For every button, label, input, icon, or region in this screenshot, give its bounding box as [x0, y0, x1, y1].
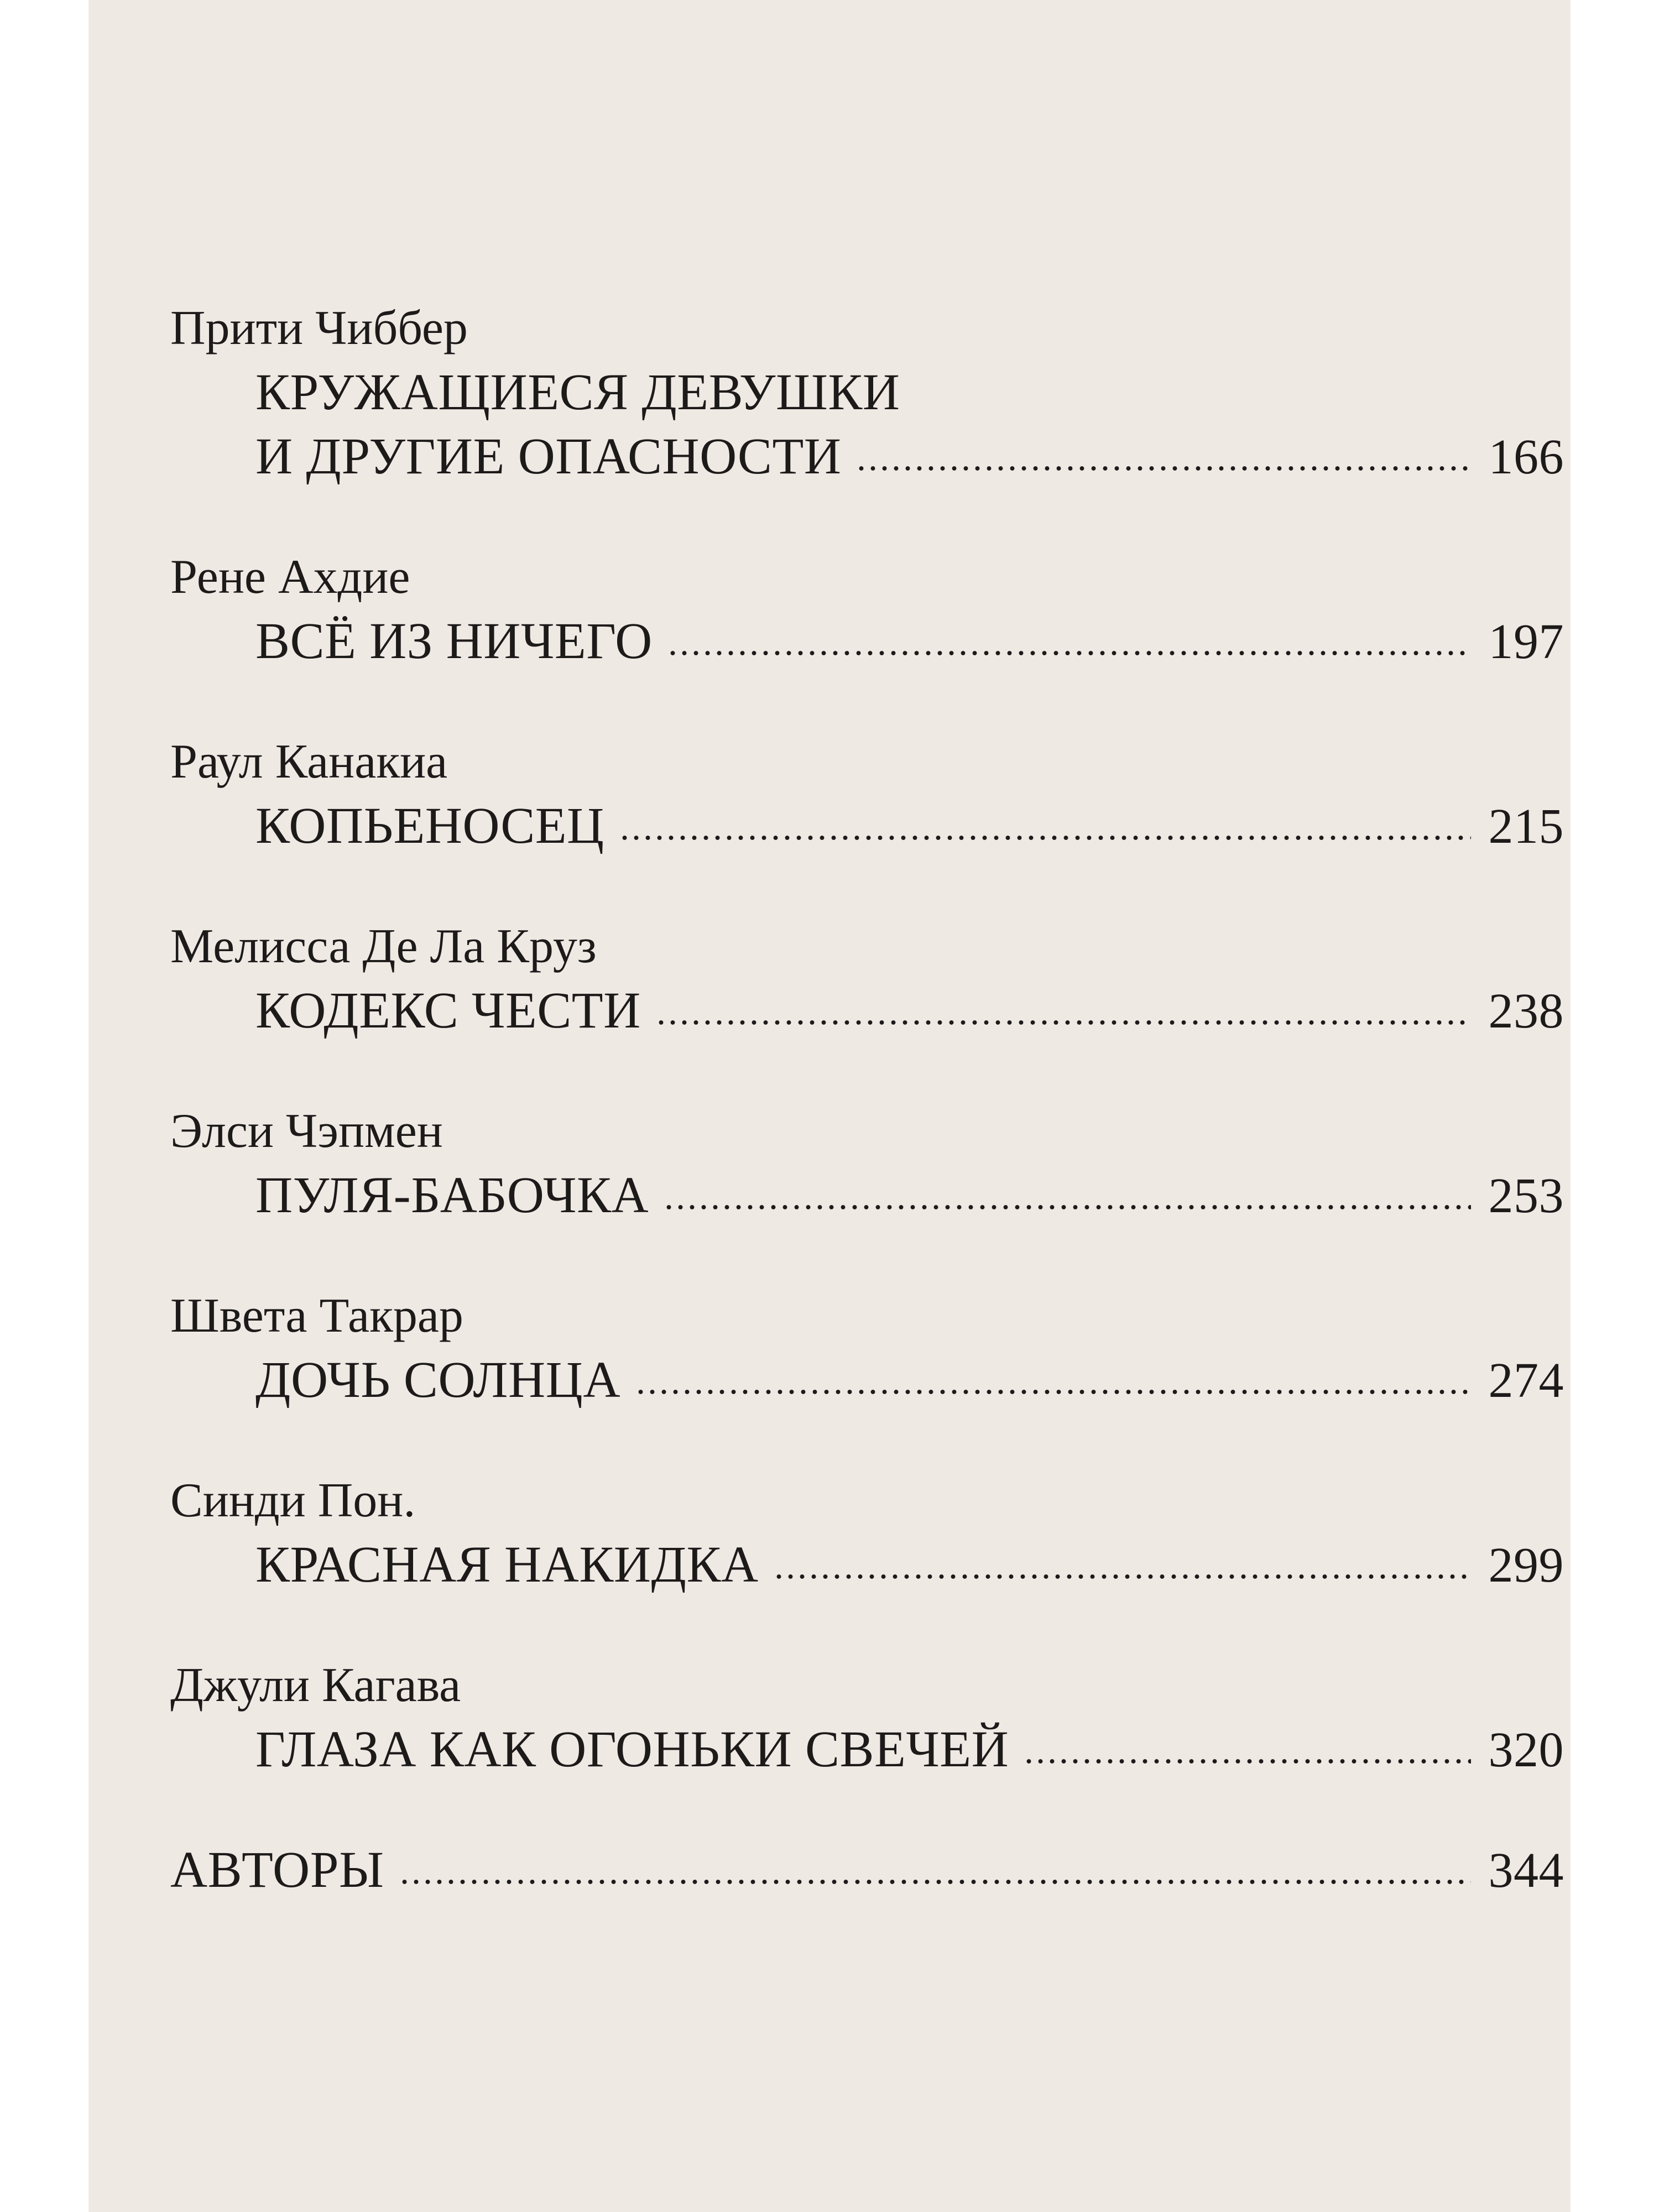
entry-title: КРАСНАЯ НАКИДКА — [255, 1536, 759, 1593]
entry-title-row — [170, 1164, 1564, 1228]
entry-title-row — [170, 794, 1564, 858]
entry-title: АВТОРЫ — [170, 1841, 384, 1898]
page-number: 166 — [1488, 430, 1564, 484]
dot-leader — [773, 1574, 1471, 1579]
entry-title: КОПЬЕНОСЕЦ — [255, 797, 604, 854]
page-number: 238 — [1488, 984, 1564, 1039]
page-number: 215 — [1488, 799, 1564, 854]
entry-title: КОДЕКС ЧЕСТИ — [255, 982, 641, 1039]
entry-title-row — [170, 609, 1564, 674]
toc-entry-authors — [170, 1838, 1564, 1902]
toc-entry — [170, 1653, 1564, 1782]
entry-title-row — [170, 1838, 1564, 1902]
entry-title-row — [170, 1533, 1564, 1597]
entry-author: Мелисса Де Ла Круз — [170, 920, 597, 973]
page-number: 197 — [1488, 614, 1564, 669]
page-number: 344 — [1488, 1843, 1564, 1898]
entry-author: Прити Чиббер — [170, 301, 468, 355]
entry-title-row — [170, 1348, 1564, 1412]
entry-author: Рене Ахдие — [170, 550, 410, 604]
page-number: 253 — [1488, 1168, 1564, 1223]
dot-leader — [399, 1879, 1471, 1885]
entry-title: ДОЧЬ СОЛНЦА — [255, 1352, 620, 1408]
dot-leader — [855, 466, 1471, 471]
entry-title: ГЛАЗА КАК ОГОНЬКИ СВЕЧЕЙ — [255, 1721, 1009, 1778]
entry-author: Швета Такрар — [170, 1289, 463, 1343]
entry-title-row — [170, 979, 1564, 1043]
dot-leader — [1023, 1759, 1471, 1764]
dot-leader — [655, 1020, 1471, 1025]
toc-entry — [170, 296, 1564, 489]
entry-title: ВСЁ ИЗ НИЧЕГО — [255, 613, 653, 670]
book-page — [88, 0, 1571, 2212]
toc-entry — [170, 1469, 1564, 1597]
dot-leader — [619, 835, 1471, 841]
toc-entry — [170, 545, 1564, 674]
toc-entry — [170, 1099, 1564, 1228]
entry-title-line: КРУЖАЩИЕСЯ ДЕВУШКИ — [255, 364, 900, 421]
entry-author: Элси Чэпмен — [170, 1104, 443, 1158]
dot-leader — [667, 650, 1471, 656]
entry-author: Синди Пон. — [170, 1474, 416, 1527]
entry-title-row — [170, 425, 1564, 489]
dot-leader — [663, 1204, 1471, 1210]
page-number: 320 — [1488, 1723, 1564, 1777]
entry-title: И ДРУГИЕ ОПАСНОСТИ — [255, 428, 842, 485]
table-of-contents — [170, 296, 1564, 1959]
toc-entry — [170, 915, 1564, 1043]
toc-entry — [170, 1284, 1564, 1412]
page-number: 274 — [1488, 1353, 1564, 1408]
entry-title: ПУЛЯ-БАБОЧКА — [255, 1167, 649, 1224]
entry-author: Джули Кагава — [170, 1658, 461, 1712]
toc-entry — [170, 730, 1564, 858]
entry-author: Раул Канакиа — [170, 735, 448, 789]
entry-title-row — [170, 1718, 1564, 1782]
dot-leader — [635, 1389, 1471, 1395]
page-number: 299 — [1488, 1538, 1564, 1593]
